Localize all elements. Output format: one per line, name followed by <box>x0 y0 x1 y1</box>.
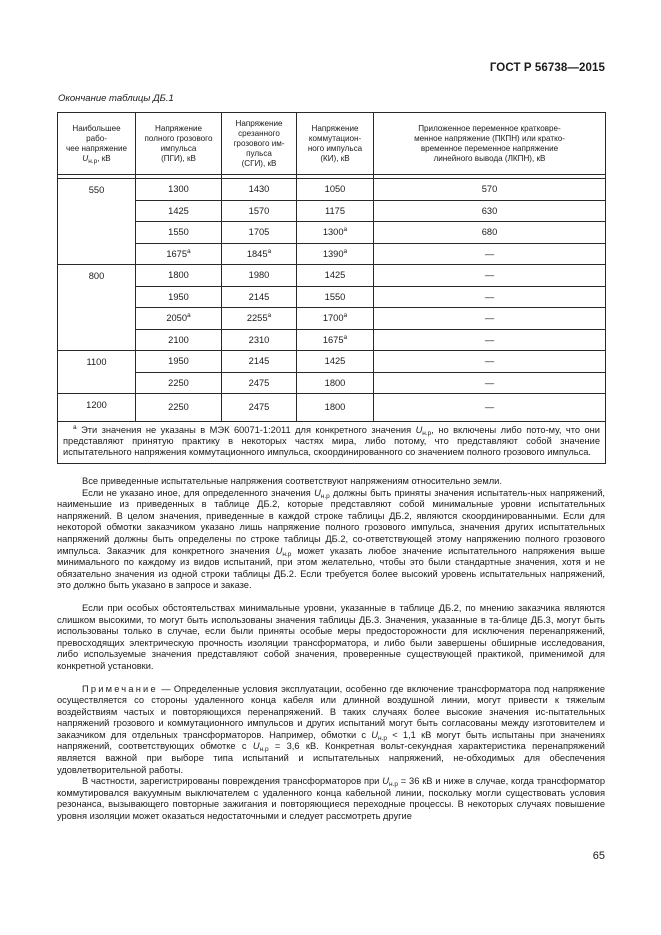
note-paragraph: Примечание — Определенные условия эксплуатации, особенно где включение трансформатора под напряжение осуществляется со стороны удаленного конца кабеля или длинной воздушной линии, могут привести к тяжелым воздействиям частых и повторяющихся перенапряжений. В таких случаях более высокие значения ис-пытательных напряжений грозового и коммутационного импульсов и других испытаний могут быть согласованы между изготовителем и заказчиком для отдельных трансформаторов. Например, обмотки с $U_{н.р} < 1,1$ кВ могут быть испытаны при значениях напряжений, соответствующих обмотке с $U_{н.р} = 3,6$ кВ. Конкретная вольт-секундная характеристика перенапряжений является важной при выборе типа испытаний и испытательных напряжений, не-обходимых для обеспечения удовлетворительной работы. <box>57 683 605 775</box>
pkpn-cell: — <box>374 308 606 330</box>
footnote-mark: a <box>267 247 272 255</box>
pkpn-cell: — <box>374 394 606 422</box>
note-label: Примечание <box>82 683 158 694</box>
header-max-voltage: Наибольшее рабо- чее напряжение $U_{н.р}$, кВ <box>58 113 136 175</box>
pkpn-cell: 630 <box>374 200 606 222</box>
voltage-cell: 1100 <box>58 351 136 394</box>
ki-cell: 1700$^a$ <box>297 308 374 330</box>
table-row <box>58 243 606 265</box>
pkpn-cell: — <box>374 351 606 373</box>
table-row <box>58 329 606 351</box>
footnote-mark: a <box>343 226 348 234</box>
ki-cell: 1175 <box>297 200 374 222</box>
pgi-cell: 1950 <box>136 286 222 308</box>
pkpn-cell: — <box>374 265 606 287</box>
ki-cell: 1675$^a$ <box>297 329 374 351</box>
sgi-cell: 1705 <box>222 222 297 244</box>
ki-cell: 1550 <box>297 286 374 308</box>
sgi-cell: 1980 <box>222 265 297 287</box>
table-row <box>58 286 606 308</box>
table-body <box>58 175 606 464</box>
pgi-cell: 1550 <box>136 222 222 244</box>
table-footnote-row <box>58 421 606 464</box>
pgi-cell: 2050$^a$ <box>136 308 222 330</box>
sgi-cell: 2255$^a$ <box>222 308 297 330</box>
pkpn-cell: — <box>374 372 606 394</box>
sgi-cell: 1845$^a$ <box>222 243 297 265</box>
sgi-cell: 1430 <box>222 179 297 201</box>
ki-cell: 1425 <box>297 351 374 373</box>
ki-cell: 1800 <box>297 394 374 422</box>
voltage-cell: 800 <box>58 265 136 351</box>
header-pkpn: Приложенное переменное кратковре- менное напряжение (ПКПН) или кратко- временное переменное напряжение линейного вывода (ЛКПН), кВ <box>374 113 606 175</box>
header-pgi: Напряжение полного грозового импульса (ПГИ), кВ <box>136 113 222 175</box>
table-row <box>58 265 606 287</box>
pkpn-cell: — <box>374 286 606 308</box>
paragraph: Все приведенные испытательные напряжения соответствуют напряжениям относительно земли. <box>82 476 502 486</box>
pgi-cell: 1300 <box>136 179 222 201</box>
header-ki: Напряжение коммутацион- ного импульса (КИ), кВ <box>297 113 374 175</box>
ki-cell: 1425 <box>297 265 374 287</box>
ki-cell: 1390$^a$ <box>297 243 374 265</box>
test-voltage-table <box>57 112 606 464</box>
pgi-cell: 2250 <box>136 372 222 394</box>
table-row <box>58 372 606 394</box>
table-row <box>58 351 606 373</box>
pgi-cell: 2100 <box>136 329 222 351</box>
voltage-cell: 1200 <box>58 394 136 422</box>
header-sgi: Напряжение срезанного грозового им- пульса (СГИ), кВ <box>222 113 297 175</box>
document-code: ГОСТ Р 56738—2015 <box>489 62 605 74</box>
paragraph: Если не указано иное, для определенного значения $U_{н.р}$ должны быть приняты значения испытатель-ных напряжений, наименьшие из приведенных в таблице ДБ.2, которые представляют собой минимальные уровни испытательных напряжений. В целом значения, приведенные в каждой строке таблицы ДБ.2, являются скоординированными. Если для некоторой обмотки заказчиком указано лишь напряжение полного грозового импульса, значения других испытательных напряжений должны быть определены по строке таблицы ДБ.2, со-ответствующей этому напряжению полного грозового импульса. Заказчик для конкретного значения $U_{н.р}$ может указать любое значение испытательного напряжения выше минимального по каждому из видов испытаний, при этом желательно, чтобы это были стандартные значения, хотя и не обязательно значения из одной строки таблицы ДБ.2. Если требуется более высокий уровень испытательных напряжений, это должно быть указано в запросе и заказе. <box>57 487 605 591</box>
pkpn-cell: — <box>374 329 606 351</box>
pkpn-cell: 680 <box>374 222 606 244</box>
body-text <box>57 476 605 823</box>
footnote-mark: a <box>187 247 191 255</box>
footnote-mark: a <box>267 312 272 320</box>
footnote-mark: a <box>187 312 191 320</box>
pgi-cell: 1425 <box>136 200 222 222</box>
table-row <box>58 222 606 244</box>
sgi-cell: 1570 <box>222 200 297 222</box>
table-row <box>58 308 606 330</box>
pkpn-cell: 570 <box>374 179 606 201</box>
pkpn-cell: — <box>374 243 606 265</box>
ki-cell: 1050 <box>297 179 374 201</box>
sgi-cell: 2310 <box>222 329 297 351</box>
voltage-cell: 550 <box>58 179 136 265</box>
paragraph: Если при особых обстоятельствах минимальные уровни, указанные в таблице ДБ.2, по мнению заказчика являются слишком высокими, то могут быть использованы значения таблицы ДБ.3. Значения, указанные в та-блице ДБ.3, могут быть использованы только в случае, если были приняты особые меры предосторожности для исключения перенапряжений, превосходящих электрическую прочность изоляции трансформатора, и либо были завершены обширные исследования, либо используемые значения представляют собой значения, проверенные существующей практикой, применимой для конкретной установки. <box>57 602 605 671</box>
table-footnote: $^a$ Эти значения не указаны в МЭК 60071-1:2011 для конкретного значения $U_{н.р}$, но включены либо пото-му, что они представляют принятую практику в некоторых частях мира, либо потому, что представляют собой значение испытательного напряжения коммутационного импульса, скоординированного со значением полного грозового импульса. <box>58 421 606 464</box>
footnote-mark: a <box>343 312 348 320</box>
sgi-cell: 2475 <box>222 372 297 394</box>
paragraph: В частности, зарегистрированы повреждения трансформаторов при $U_{н.р} = 36$ кВ и ниже в случае, когда трансформатор коммутировался вакуумным выключателем с удаленного конца кабельной линии, поскольку могли существовать условия резонанса, вызывающего повторные зажигания и повторяющиеся переходные процессы. В некоторых случаях повышение уровня изоляции может оказаться недостаточными и следует рассмотреть другие <box>57 776 605 822</box>
table-caption: Окончание таблицы ДБ.1 <box>58 93 174 104</box>
footnote-mark: a <box>343 247 348 255</box>
table-row <box>58 200 606 222</box>
table-row <box>58 394 606 422</box>
sgi-cell: 2145 <box>222 286 297 308</box>
page-number: 65 <box>592 850 605 862</box>
sgi-cell: 2475 <box>222 394 297 422</box>
pgi-cell: 2250 <box>136 394 222 422</box>
pgi-cell: 1800 <box>136 265 222 287</box>
ki-cell: 1800 <box>297 372 374 394</box>
table-row <box>58 179 606 201</box>
footnote-mark: a <box>343 333 348 341</box>
ki-cell: 1300$^a$ <box>297 222 374 244</box>
table-header-row <box>58 113 606 175</box>
pgi-cell: 1675$^a$ <box>136 243 222 265</box>
pgi-cell: 1950 <box>136 351 222 373</box>
sgi-cell: 2145 <box>222 351 297 373</box>
